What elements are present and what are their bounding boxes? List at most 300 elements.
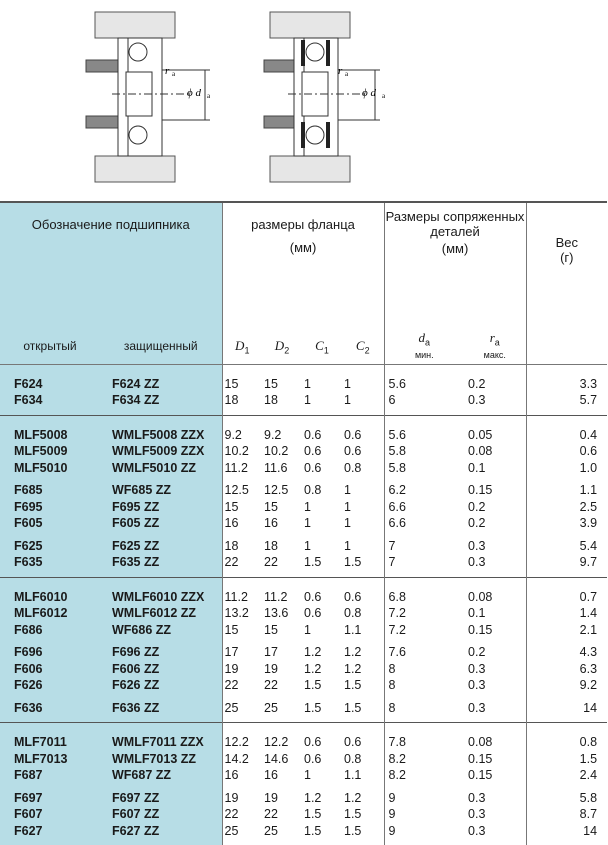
gap-cell — [464, 578, 526, 589]
gap-cell — [100, 416, 222, 427]
table-row — [0, 392, 607, 409]
shielded-code: WF685 ZZ — [100, 482, 222, 499]
gap-cell — [464, 839, 526, 845]
gap-cell — [342, 364, 384, 376]
d2-header: $D_2$ — [262, 329, 302, 364]
gap-cell — [302, 723, 342, 734]
gap-cell — [384, 364, 464, 376]
open-code: MLF7013 — [0, 751, 100, 768]
table-row — [0, 790, 607, 807]
da-min: 7.2 — [384, 622, 464, 639]
bearing-drawings — [0, 0, 608, 200]
weight: 0.7 — [526, 589, 607, 606]
ra-max: 0.2 — [468, 376, 486, 391]
c2: 1.2 — [344, 645, 362, 660]
svg-text:ϕ d: ϕ d — [362, 87, 376, 99]
gap-cell — [342, 723, 384, 734]
shielded-code: F606 ZZ — [100, 661, 222, 678]
weight: 2.1 — [526, 622, 607, 639]
gap-cell — [222, 839, 262, 845]
gap-cell — [384, 416, 464, 427]
ra-max: 0.3 — [468, 661, 486, 676]
shielded-code: WMLF6010 ZZX — [100, 589, 222, 606]
mating-header: Размеры сопряженных деталей (мм) — [384, 202, 526, 329]
shielded-code: F625 ZZ — [100, 538, 222, 555]
weight: 8.7 — [526, 806, 607, 823]
c2: 1 — [344, 516, 351, 531]
weight-subheader — [526, 329, 607, 364]
da-min: 8.2 — [384, 767, 464, 784]
open-code: F636 — [0, 700, 100, 717]
c1: 1 — [304, 622, 311, 637]
shielded-header: защищенный — [100, 329, 222, 364]
shielded-code: F626 ZZ — [100, 677, 222, 694]
table-row — [0, 515, 607, 532]
open-code: F607 — [0, 806, 100, 823]
open-code: MLF5010 — [0, 460, 100, 477]
table-row — [0, 734, 607, 751]
gap-cell — [0, 364, 100, 376]
open-code: F624 — [0, 376, 100, 393]
d2: 11.6 — [264, 460, 288, 475]
gap-cell — [302, 839, 342, 845]
gap-cell — [464, 416, 526, 427]
shielded-code: F697 ZZ — [100, 790, 222, 807]
open-code: F627 — [0, 823, 100, 840]
c2: 0.6 — [344, 735, 362, 750]
ra-max: 0.15 — [468, 768, 493, 783]
d2: 22 — [264, 678, 278, 693]
shielded-code: F627 ZZ — [100, 823, 222, 840]
gap-cell — [526, 578, 607, 589]
da-min: 7.6 — [384, 644, 464, 661]
svg-text:a: a — [207, 92, 211, 100]
weight: 1.5 — [526, 751, 607, 768]
gap-cell — [222, 578, 262, 589]
group-gap — [0, 723, 607, 734]
d2: 15 — [264, 376, 278, 391]
c2: 1 — [344, 483, 351, 498]
d2: 19 — [264, 790, 278, 805]
d2: 13.6 — [264, 606, 289, 621]
gap-cell — [0, 578, 100, 589]
d1: 15 — [222, 499, 262, 516]
d2: 15 — [264, 622, 278, 637]
ra-max: 0.3 — [468, 678, 486, 693]
weight: 9.2 — [526, 677, 607, 694]
table-row — [0, 605, 607, 622]
shielded-bearing-drawing — [264, 12, 386, 182]
d1: 22 — [222, 554, 262, 571]
group-gap — [0, 839, 607, 845]
c1-header: $C_1$ — [302, 329, 342, 364]
shielded-code: F636 ZZ — [100, 700, 222, 717]
group-gap — [0, 416, 607, 427]
table-row — [0, 482, 607, 499]
d1: 19 — [222, 661, 262, 678]
gap-cell — [526, 839, 607, 845]
gap-cell — [526, 723, 607, 734]
c2: 1 — [344, 376, 351, 391]
d2: 19 — [264, 661, 278, 676]
ra-max: 0.3 — [468, 555, 486, 570]
da-min: 8 — [384, 661, 464, 678]
gap-cell — [262, 364, 302, 376]
da-min: 5.6 — [384, 376, 464, 393]
ra-max: 0.3 — [468, 538, 486, 553]
open-bearing-drawing — [86, 12, 211, 182]
d2: 12.2 — [264, 735, 289, 750]
da-min: 8.2 — [384, 751, 464, 768]
gap-cell — [302, 364, 342, 376]
d1: 18 — [222, 392, 262, 409]
shielded-code: F607 ZZ — [100, 806, 222, 823]
c2: 1 — [344, 538, 351, 553]
weight: 5.8 — [526, 790, 607, 807]
da-min: 6.2 — [384, 482, 464, 499]
c1: 0.6 — [304, 444, 322, 459]
table-row — [0, 622, 607, 639]
svg-text:r: r — [338, 65, 343, 77]
weight: 14 — [526, 823, 607, 840]
d1: 18 — [222, 538, 262, 555]
da-min: 9 — [384, 823, 464, 840]
da-header: $d_a$ мин. — [384, 329, 464, 364]
gap-cell — [384, 839, 464, 845]
table-row — [0, 644, 607, 661]
d2: 25 — [264, 823, 278, 838]
ra-max: 0.3 — [468, 823, 486, 838]
ra-max: 0.3 — [468, 393, 486, 408]
d2: 14.6 — [264, 751, 289, 766]
table-row — [0, 700, 607, 717]
d1: 14.2 — [222, 751, 262, 768]
ra-max: 0.3 — [468, 790, 486, 805]
group-gap — [0, 578, 607, 589]
table-row — [0, 767, 607, 784]
flange-header: размеры фланца (мм) — [222, 202, 384, 329]
c2: 1.1 — [344, 768, 362, 783]
c2: 1.1 — [344, 622, 362, 637]
ra-max: 0.15 — [468, 483, 493, 498]
ra-max: 0.08 — [468, 589, 493, 604]
gap-cell — [0, 416, 100, 427]
weight: 0.4 — [526, 427, 607, 444]
table-row — [0, 751, 607, 768]
open-code: F605 — [0, 515, 100, 532]
c1: 1.5 — [304, 555, 322, 570]
shielded-code: WF686 ZZ — [100, 622, 222, 639]
c1: 1 — [304, 376, 311, 391]
open-code: F625 — [0, 538, 100, 555]
c1: 0.6 — [304, 589, 322, 604]
da-min: 8 — [384, 677, 464, 694]
c2: 1.5 — [344, 555, 362, 570]
c1: 0.6 — [304, 460, 322, 475]
c1: 1.5 — [304, 807, 322, 822]
da-min: 5.6 — [384, 427, 464, 444]
shielded-code: WF687 ZZ — [100, 767, 222, 784]
c1: 0.6 — [304, 427, 322, 442]
open-code: F696 — [0, 644, 100, 661]
da-min: 8 — [384, 700, 464, 717]
shielded-code: F695 ZZ — [100, 499, 222, 516]
weight: 1.1 — [526, 482, 607, 499]
gap-cell — [342, 839, 384, 845]
open-code: F606 — [0, 661, 100, 678]
c2: 1.5 — [344, 823, 362, 838]
gap-cell — [526, 364, 607, 376]
d1: 17 — [222, 644, 262, 661]
gap-cell — [222, 723, 262, 734]
da-min: 6 — [384, 392, 464, 409]
c1: 1.5 — [304, 700, 322, 715]
c2: 0.8 — [344, 460, 362, 475]
d1: 10.2 — [222, 443, 262, 460]
c2: 1 — [344, 499, 351, 514]
weight: 2.4 — [526, 767, 607, 784]
table-row — [0, 806, 607, 823]
d1: 11.2 — [222, 460, 262, 477]
c2: 0.6 — [344, 444, 362, 459]
da-min: 7.8 — [384, 734, 464, 751]
open-code: F686 — [0, 622, 100, 639]
c1: 1.2 — [304, 645, 322, 660]
d1: 22 — [222, 806, 262, 823]
weight: 1.4 — [526, 605, 607, 622]
table-row — [0, 443, 607, 460]
ra-max: 0.05 — [468, 427, 493, 442]
gap-cell — [262, 723, 302, 734]
c2: 1.5 — [344, 807, 362, 822]
weight: 14 — [526, 700, 607, 717]
ra-max: 0.3 — [468, 700, 486, 715]
table-row — [0, 661, 607, 678]
open-code: MLF5008 — [0, 427, 100, 444]
svg-text:a: a — [172, 70, 176, 78]
table-row — [0, 427, 607, 444]
c1: 1.5 — [304, 678, 322, 693]
d1: 16 — [222, 767, 262, 784]
d1: 12.5 — [222, 482, 262, 499]
d2: 16 — [264, 768, 278, 783]
open-code: F685 — [0, 482, 100, 499]
shielded-code: WMLF5008 ZZX — [100, 427, 222, 444]
open-code: F697 — [0, 790, 100, 807]
open-code: F626 — [0, 677, 100, 694]
ra-max: 0.1 — [468, 606, 486, 621]
weight: 0.8 — [526, 734, 607, 751]
shielded-code: WMLF6012 ZZ — [100, 605, 222, 622]
gap-cell — [384, 723, 464, 734]
da-min: 6.6 — [384, 499, 464, 516]
c2: 0.8 — [344, 606, 362, 621]
gap-cell — [100, 578, 222, 589]
group-gap — [0, 364, 607, 376]
d2: 10.2 — [264, 444, 289, 459]
c2: 0.6 — [344, 589, 362, 604]
d2: 9.2 — [264, 427, 282, 442]
open-header: открытый — [0, 329, 100, 364]
table-row — [0, 376, 607, 393]
da-min: 5.8 — [384, 460, 464, 477]
weight: 5.4 — [526, 538, 607, 555]
gap-cell — [302, 578, 342, 589]
d2: 12.5 — [264, 483, 289, 498]
table-row — [0, 823, 607, 840]
ra-max: 0.3 — [468, 807, 486, 822]
weight: 3.3 — [526, 376, 607, 393]
c1: 1.2 — [304, 790, 322, 805]
c2: 0.8 — [344, 751, 362, 766]
open-code: F695 — [0, 499, 100, 516]
weight: 2.5 — [526, 499, 607, 516]
bearing-table — [0, 201, 608, 845]
d1: 16 — [222, 515, 262, 532]
c1: 0.6 — [304, 606, 322, 621]
svg-text:a: a — [345, 70, 349, 78]
ra-max: 0.2 — [468, 645, 486, 660]
ra-max: 0.2 — [468, 516, 486, 531]
gap-cell — [262, 839, 302, 845]
c2: 0.6 — [344, 427, 362, 442]
c1: 1 — [304, 768, 311, 783]
d1: 19 — [222, 790, 262, 807]
shielded-code: F605 ZZ — [100, 515, 222, 532]
open-code: MLF7011 — [0, 734, 100, 751]
da-min: 7.2 — [384, 605, 464, 622]
c2: 1.5 — [344, 678, 362, 693]
d2: 25 — [264, 700, 278, 715]
open-code: F634 — [0, 392, 100, 409]
gap-cell — [384, 578, 464, 589]
gap-cell — [222, 364, 262, 376]
d1: 11.2 — [222, 589, 262, 606]
ra-header: $r_a$ макс. — [464, 329, 526, 364]
weight: 4.3 — [526, 644, 607, 661]
weight: 0.6 — [526, 443, 607, 460]
c1: 1.5 — [304, 823, 322, 838]
weight: 1.0 — [526, 460, 607, 477]
shielded-code: WMLF7011 ZZX — [100, 734, 222, 751]
c2: 1.2 — [344, 790, 362, 805]
d1: 15 — [222, 376, 262, 393]
table-row — [0, 460, 607, 477]
da-min: 7 — [384, 554, 464, 571]
ra-max: 0.1 — [468, 460, 486, 475]
ra-label: r — [165, 65, 170, 77]
c1: 0.6 — [304, 751, 322, 766]
d1: 9.2 — [222, 427, 262, 444]
da-min: 7 — [384, 538, 464, 555]
d2: 22 — [264, 807, 278, 822]
gap-cell — [100, 723, 222, 734]
da-min: 5.8 — [384, 443, 464, 460]
open-code: MLF6012 — [0, 605, 100, 622]
weight: 3.9 — [526, 515, 607, 532]
table-row — [0, 499, 607, 516]
c1: 0.8 — [304, 483, 322, 498]
weight: 6.3 — [526, 661, 607, 678]
da-min: 9 — [384, 790, 464, 807]
ra-max: 0.2 — [468, 499, 486, 514]
c2-header: $C_2$ — [342, 329, 384, 364]
gap-cell — [526, 416, 607, 427]
gap-cell — [342, 578, 384, 589]
gap-cell — [464, 723, 526, 734]
svg-text:a: a — [382, 92, 386, 100]
d2: 17 — [264, 645, 278, 660]
table-row — [0, 538, 607, 555]
gap-cell — [0, 839, 100, 845]
weight-header: Вес (г) — [526, 202, 607, 329]
ra-max: 0.15 — [468, 622, 493, 637]
ra-max: 0.08 — [468, 735, 493, 750]
d2: 18 — [264, 393, 278, 408]
shielded-code: WMLF7013 ZZ — [100, 751, 222, 768]
weight: 5.7 — [526, 392, 607, 409]
c1: 1 — [304, 499, 311, 514]
d1: 22 — [222, 677, 262, 694]
open-code: MLF6010 — [0, 589, 100, 606]
subheader-row — [0, 329, 607, 364]
ra-max: 0.08 — [468, 444, 493, 459]
open-code: F635 — [0, 554, 100, 571]
gap-cell — [262, 416, 302, 427]
c1: 1 — [304, 538, 311, 553]
shielded-code: F696 ZZ — [100, 644, 222, 661]
d1-header: $D_1$ — [222, 329, 262, 364]
d1: 12.2 — [222, 734, 262, 751]
weight: 9.7 — [526, 554, 607, 571]
c2: 1 — [344, 393, 351, 408]
shielded-code: WMLF5010 ZZ — [100, 460, 222, 477]
d2: 22 — [264, 555, 278, 570]
c2: 1.2 — [344, 661, 362, 676]
d1: 25 — [222, 823, 262, 840]
ra-max: 0.15 — [468, 751, 493, 766]
open-code: MLF5009 — [0, 443, 100, 460]
da-min: 6.6 — [384, 515, 464, 532]
d2: 18 — [264, 538, 278, 553]
gap-cell — [262, 578, 302, 589]
gap-cell — [302, 416, 342, 427]
c1: 1 — [304, 516, 311, 531]
d2: 16 — [264, 516, 278, 531]
designation-header: Обозначение подшипника — [0, 202, 222, 329]
d1: 25 — [222, 700, 262, 717]
da-min: 9 — [384, 806, 464, 823]
shielded-code: F634 ZZ — [100, 392, 222, 409]
gap-cell — [0, 723, 100, 734]
d1: 15 — [222, 622, 262, 639]
shielded-code: WMLF5009 ZZX — [100, 443, 222, 460]
c2: 1.5 — [344, 700, 362, 715]
da-min: 6.8 — [384, 589, 464, 606]
c1: 0.6 — [304, 735, 322, 750]
d2: 11.2 — [264, 589, 288, 604]
gap-cell — [222, 416, 262, 427]
phi-da-label: ϕ d — [187, 87, 201, 99]
gap-cell — [464, 364, 526, 376]
d2: 15 — [264, 499, 278, 514]
c1: 1.2 — [304, 661, 322, 676]
table-row — [0, 677, 607, 694]
open-code: F687 — [0, 767, 100, 784]
d1: 13.2 — [222, 605, 262, 622]
c1: 1 — [304, 393, 311, 408]
table-row — [0, 589, 607, 606]
